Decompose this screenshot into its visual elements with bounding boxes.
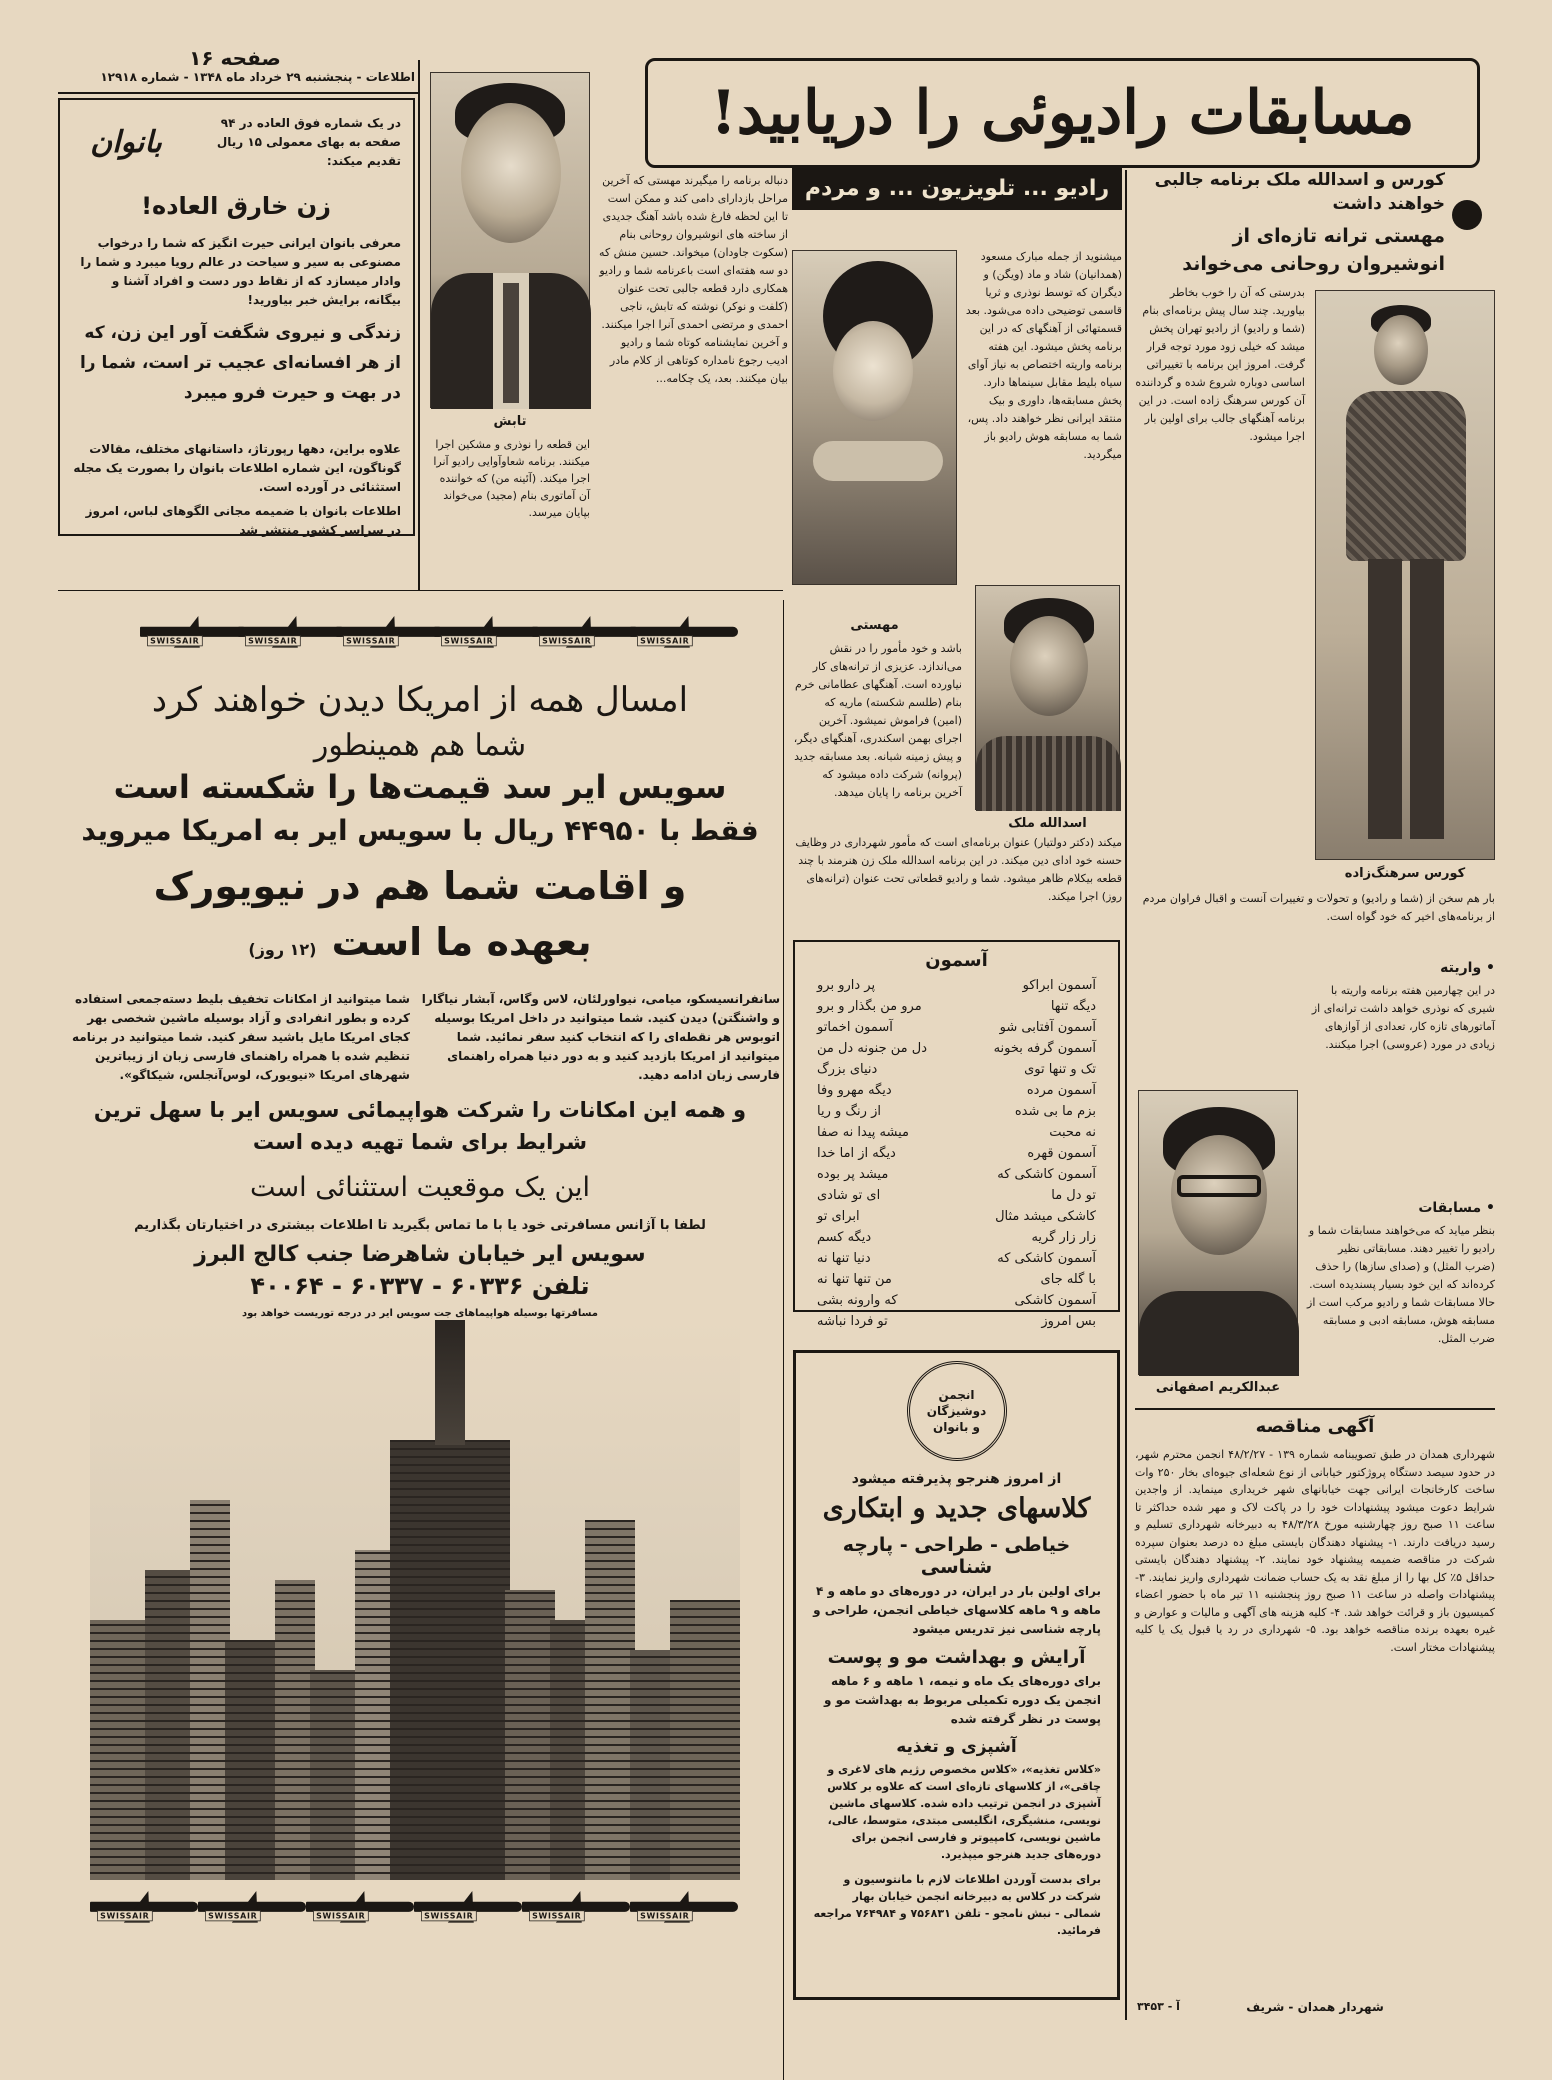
skyline-building (225, 1640, 280, 1880)
poem-hemistich: از رنگ و ریا (817, 1104, 881, 1119)
radio-tv-col2: باشد و خود مأمور را در نقش می‌اندازد. عزیزی از ترانه‌های کار نیاورده است. آهنگهای عطامانی خرم بنام (طلسم شکسته) ماریه که (امین) فراموش نمیشود. آخرین اجرای بهمن اسکندری، آهنگهای دیگر، و پیش زمینه شبانه. بعد مسابقه جدید (پروانه) شرکت داده میشود که آخرین برنامه را پایان میدهد. (793, 642, 962, 799)
anjoman-l2: کلاسهای جدید و ابتکاری (822, 1493, 1091, 1524)
poem-hemistich: با گله جای (1040, 1272, 1096, 1287)
swissair-logo: SWISSAIR (529, 1910, 584, 1921)
skyline-building (505, 1590, 555, 1880)
poem-hemistich: میشد پر بوده (817, 1167, 889, 1182)
radio-column-text: دنباله برنامه را میگیرند مهستی که آخرین مراحل بازدارای دامی کند و ممکن است تا این لحظه فارغ شده باشد آهنگ جدیدی از ساخته های انوشیروان روحانی بنام (سکوت جاودان) میخواند. حسین منش که دو سه هفته‌ای است باعرنامه شما و رادیو همکاری دارد قطعه جالبی تحت عنوان (کلفت و نوکر) نوشته که تابش، ناجی احمدی و مرتضی احمدی آنرا اجرا میکنند. و آخرین نمایشنامه کوتاه شما و رادیو ادیب رجوع نامداره کوتاهی از کلام مادر بیان میکنند. بعد، یک چکامه... (599, 174, 788, 385)
horizontal-rule (58, 590, 783, 591)
face-shape (1010, 616, 1088, 716)
poem-title: آسمون (925, 950, 988, 971)
poem-hemistich: دیگه تنها (1050, 999, 1096, 1014)
poem-hemistich: آسمون قهره (1027, 1146, 1096, 1161)
poem-hemistich: من تنها تنها نه (817, 1272, 892, 1287)
anjoman-p3: «کلاس تغذیه»، «کلاس مخصوص رژیم های لاغری و چاقی»، از کلاسهای تازه‌ای است که علاوه بر کلاس آشپزی در انجمن ترتیب داده شده. کلاسهای ماشین نویسی، منشیگری، انگلیسی مبتدی، متوسط، عالی، ماشین نویسی، کامپیوتر و فارسی انجمن برای دوره‌های جدید هنرجو میپذیرد. (827, 1763, 1101, 1861)
swissair-logo: SWISSAIR (97, 1910, 152, 1921)
skyline-building (310, 1670, 360, 1880)
tie-shape (503, 283, 519, 403)
swissair-planes-bottom (90, 1885, 750, 1945)
mahasti-photo (792, 250, 957, 585)
swissair-plane-icon (198, 1891, 306, 1923)
swissair-plane-icon (90, 1891, 198, 1923)
face-shape (1374, 315, 1428, 385)
swissair-plane-icon (522, 1891, 630, 1923)
anjoman-h3: آشپزی و تغذیه (896, 1737, 1017, 1757)
poem-line (817, 1311, 1096, 1332)
face-shape (461, 103, 561, 243)
swissair-l7: و همه این امکانات را شرکت هواپیمائی سویس ایر با سهل ترین (93, 1098, 747, 1122)
swissair-logo: SWISSAIR (421, 1910, 476, 1921)
skyline-building (390, 1440, 510, 1880)
poem-hemistich: دنیای بزرگ (817, 1062, 878, 1077)
swissair-l11: سویس ایر خیابان شاهرضا جنب کالج البرز (194, 1242, 646, 1267)
trousers-shape (1368, 559, 1402, 839)
swissair-plane-icon (532, 616, 640, 648)
mahasti-caption: مهستی (850, 618, 899, 633)
poem-line (817, 1269, 1096, 1290)
swissair-plane-icon (336, 616, 444, 648)
horizontal-rule (1135, 1408, 1495, 1410)
main-title: مسابقات رادیوئی را دریابید! (710, 78, 1415, 148)
skyline-building (630, 1650, 675, 1880)
poem-hemistich: دیگه از اما خدا (817, 1146, 896, 1161)
suit-shape (1139, 1291, 1299, 1376)
left-text2: بار هم سخن از (شما و رادیو) و تحولات و تغییرات آنست و اقبال فراوان مردم از برنامه‌های اخیر که خود گواه است. (1142, 892, 1495, 923)
poem-hemistich: نه محبت (1049, 1125, 1096, 1140)
swissair-plane-icon (140, 616, 248, 648)
swissair-l8: شرایط برای شما تهیه دیده است (252, 1130, 588, 1154)
skyline-building (585, 1520, 635, 1880)
poem-hemistich: تو فردا نباشه (817, 1314, 888, 1329)
column-rule (783, 600, 784, 2080)
anjoman-h2: آرایش و بهداشت مو و پوست (827, 1647, 1086, 1668)
swissair-plane-icon (630, 616, 738, 648)
anjoman-seal-text: انجمن دوشیزگان و بانوان (926, 1388, 987, 1434)
asadollah-caption: اسدالله ملک (1008, 816, 1087, 831)
poem-hemistich: مرو من بگذار و برو (817, 999, 922, 1014)
swissair-l4: فقط با ۴۴۹۵۰ ریال با سویس ایر به امریکا میروید (81, 814, 759, 847)
banovan-more: علاوه براین، دهها رپورتاژ، داستانهای مختلف، مقالات گوناگون، این شماره اطلاعات بانوان را بصورت یک مجله استثنائی در آورده است. (73, 442, 401, 494)
radio-tv-band (792, 166, 1122, 210)
poem-hemistich: دنیا تنها نه (817, 1251, 871, 1266)
skyline-spire (435, 1320, 465, 1445)
poem-hemistich: پر دارو برو (817, 978, 876, 993)
agahi-title: آگهی مناقصه (1255, 1416, 1375, 1437)
banovan-note: در یک شماره فوق العاده در ۹۴ صفحه به بهای معمولی ۱۵ ریال تقدیم میکند: (216, 116, 401, 168)
jacket-shape (1346, 391, 1466, 561)
arm-shape (813, 441, 943, 481)
asadollah-photo (975, 585, 1120, 810)
bullet-dot (1452, 200, 1482, 230)
anjoman-box (793, 1350, 1120, 2000)
swissair-planes-top (140, 610, 740, 670)
anjoman-l3: برای بدست آوردن اطلاعات لازم با مانتوسیون و شرکت در کلاس به دبیرخانه انجمن خیابان بهار شمالی - نبش نامجو - تلفن ۷۵۶۸۳۱ و ۷۶۴۹۸۴ مراجعه فرمائید. (813, 1873, 1101, 1937)
swissair-plane-icon (434, 616, 542, 648)
radio-tv-col1: میشنوید از جمله مبارک مسعود (همدانیان) شاد و ماد (ویگن) و دیگران که توسط نوذری و ثریا قاسمی توضیحی داده می‌شود. بعد قسمتهائی از آهنگهای که در این برنامه پخش میشود. این هفته برنامه واریته اختصاص به نیاز آوای سیاه بلیط مقابل سینماها دارد. پخش مسابقه‌ها، داوری و بیک منتقد ایرانی نظر خواهند داد. پس، شما به مسابقه هوش رادیو باز میگردید. (965, 250, 1122, 461)
poem-hemistich: آسمون آفتابی شو (999, 1020, 1096, 1035)
poem-hemistich: آسمون کاشکی (1014, 1293, 1096, 1308)
swissair-l5: و اقامت شما هم در نیویورک (153, 864, 687, 908)
banovan-intro: معرفی بانوان ایرانی حیرت انگیز که شما را درخواب مصنوعی به سیر و سیاحت در عالم رویا میبرد و شما را وادار میسازد که از نقاط دور دست و افراد آشنا و بیگانه، برایش خبر بیاورید! (80, 236, 401, 307)
swissair-plane-icon (238, 616, 346, 648)
varieteh-text: در این چهارمین هفته برنامه واریته با شیری که نوذری خواهد داشت ترانه‌ای از آماتورهای تازه کار، تعدادی از آوازهای زیادی در مورد (عروسی) اجرا میکنند. (1311, 984, 1495, 1051)
column-rule (418, 60, 420, 590)
poem-line (817, 1143, 1096, 1164)
poem-hemistich: بس امروز (1041, 1314, 1096, 1329)
poem-line (817, 1038, 1096, 1059)
varieteh-head: • واریته (1440, 960, 1495, 976)
koros-photo (1315, 290, 1495, 860)
poem-lines (817, 975, 1096, 1332)
anjoman-l1: از امروز هنرجو پذیرفته میشود (851, 1471, 1062, 1487)
mosabeghe-head: • مسابقات (1418, 1200, 1495, 1216)
poem-hemistich: کاشکی میشد مثال (995, 1209, 1096, 1224)
left-text1: بدرستی که آن را خوب بخاطر بیاورید. چند سال پیش برنامه‌ای بنام (شما و رادیو) از رادیو تهران پخش میشد که خیلی زود مورد توجه قرار گرفت. امروز این برنامه با تغییراتی اساسی دوباره شروع شده و گرداننده آن کورس سرهنگ زاده است. در این برنامه آهنگهای جالب برای اولین بار اجرا میشود. (1135, 286, 1305, 443)
skyline-building (90, 1620, 150, 1880)
poem-hemistich: که وارونه بشی (817, 1293, 898, 1308)
swissair-l2: شما هم همینطور (313, 728, 527, 763)
swissair-p-right: سانفرانسیسکو، میامی، نیواورلئان، لاس وگاس، آبشار نیاگارا و واشنگتن) دیدن کنید. شما میتوانید در داخل امریکا بوسیله اتوبوس هر نقطه‌ای را که انتخاب کنید سفر نمائید. شما میتوانید از امریکا بازدید کنید و به دور دنیا همراه راهنمای فارسی زبان ادامه دهید. (421, 992, 780, 1082)
swissair-l1: امسال همه از امریکا دیدن خواهند کرد (151, 680, 689, 720)
swissair-logo: SWISSAIR (637, 1910, 692, 1921)
poem-hemistich: آسمون کاشکی که (997, 1167, 1096, 1182)
poem-line (817, 975, 1096, 996)
swissair-l6: بعهده ما است (331, 920, 592, 964)
anjoman-seal (907, 1361, 1007, 1461)
column-rule (1125, 170, 1127, 2020)
poem-line (817, 1290, 1096, 1311)
poem-hemistich: ای تو شادی (817, 1188, 881, 1203)
poem-hemistich: آسمون کاشکی که (997, 1251, 1096, 1266)
swissair-phone: تلفن ۶۰۳۳۶ - ۶۰۳۳۷ - ۴۰۰۶۴ (250, 1272, 590, 1300)
swissair-logo: SWISSAIR (343, 635, 398, 646)
radio-tv-band-text: رادیو ... تلویزیون ... و مردم (804, 175, 1110, 201)
header-rule (58, 92, 420, 94)
swissair-p-left: شما میتوانید از امکانات تخفیف بلیط دسته‌جمعی استفاده کرده و بطور انفرادی و آزاد بوسیله ماشین شخصی بهر کجای امریکا مایل باشید سفر کنید. شما میتوانید در برنامه تنظیم شده با همراه راهنمای فارسی زبان از زیباترین شهرهای امریکا «نیویورک، لوس‌آنجلس، شیکاگو». (72, 992, 410, 1082)
swissair-logo: SWISSAIR (205, 1910, 260, 1921)
anjoman-p1: برای اولین بار در ایران، در دوره‌های دو ماهه و ۴ ماهه و ۹ ماهه کلاسهای خیاطی انجمن، طراحی و پارچه شناسی نیز تدریس میشود (813, 1584, 1101, 1636)
banovan-box (58, 98, 415, 536)
face-shape (833, 321, 913, 421)
left-subhead: مهستی ترانه تازه‌ای از انوشیروان روحانی می‌خواند (1182, 225, 1445, 275)
agahi-text: شهرداری همدان در طبق تصویبنامه شماره ۱۳۹ - ۴۸/۲/۲۷ انجمن محترم شهر، در حدود سیصد دستگاه پروژکتور خیابانی از نوع شعله‌ای جیوه‌ای بخار ۲۵۰ وات ساخت کارخانجات ایرانی جهت خیابانهای شهر خریداری مینماید. از واجدین شرایط دعوت میشود پیشنهادات خود را در پاکت لاک و مهر شده حداکثر تا ساعت ۱۱ صبح روز چهارشنبه مورخ ۴۸/۳/۲۸ به دبیرخانه شهرداری تسلیم و رسید دریافت دارند. ۱- پیشنهاد دهندگان بایستی مبلغ ده درصد بعنوان سپرده شرکت در مناقصه ضمیمه پیشنهاد خود نمایند. ۲- پیشنهاد دهندگان بایستی حداقل ۵٪ کل بها را از مبلغ نقد به یک حساب ضمانت شهرداری واریز نمایند. ۳- پیشنهادات واصله در ساعت ۱۱ صبح روز پنجشنبه ۱۱ تیر ماه با حضور اعضاء کمیسیون باز و قرائت خواهد شد. ۴- کلیه هزینه های آگهی و مالیات و عوارض و غیره بعهده برنده مناقصه خواهد بود. ۵- شهرداری در رد یا قبول یک یا کلیه پیشنهادات مختار است. (1135, 1448, 1496, 1654)
swissair-logo: SWISSAIR (313, 1910, 368, 1921)
swissair-plane-icon (414, 1891, 522, 1923)
swissair-logo: SWISSAIR (539, 635, 594, 646)
tabesh-photo (430, 72, 590, 408)
trousers-shape (1410, 559, 1444, 839)
poem-hemistich: بزم ما بی شده (1014, 1104, 1096, 1119)
poem-hemistich: دیگه کسم (817, 1230, 872, 1245)
anjoman-h1: خیاطی - طراحی - پارچه شناسی (842, 1534, 1071, 1578)
glasses-shape (1177, 1175, 1261, 1197)
poem-line (817, 1164, 1096, 1185)
swissair-plane-icon (630, 1891, 738, 1923)
poem-hemistich: دیگه مهرو وفا (817, 1083, 892, 1098)
poem-line (817, 1185, 1096, 1206)
poem-hemistich: آسمون ابراکو (1022, 978, 1096, 993)
skyline-building (670, 1600, 740, 1880)
swissair-small: مسافرتها بوسیله هواپیماهای جت سویس ایر در درجه توریست خواهد بود (242, 1308, 598, 1319)
poem-line (817, 1017, 1096, 1038)
poem-hemistich: تو دل ما (1051, 1188, 1096, 1203)
left-headline: کورس و اسدالله ملک برنامه جالبی خواهند داشت (1154, 170, 1445, 214)
poem-hemistich: آسمون گرفه بخونه (993, 1041, 1096, 1056)
poem-line (817, 1059, 1096, 1080)
nyc-skyline-photo (90, 1320, 740, 1880)
poem-hemistich: آسمون اخماتو (817, 1020, 893, 1035)
agahi-code: آ - ۳۴۵۳ (1137, 2000, 1180, 2013)
main-title-box (645, 58, 1480, 168)
poem-hemistich: زار زار گریه (1031, 1230, 1096, 1245)
swissair-logo: SWISSAIR (441, 635, 496, 646)
agahi-sign: شهردار همدان - شریف (1246, 2000, 1384, 2014)
tabesh-caption: تابش (493, 414, 527, 429)
swissair-l6-row (60, 920, 780, 964)
skyline-building (190, 1500, 230, 1880)
abdolkarim-caption: عبدالکریم اصفهانی (1155, 1380, 1281, 1395)
poem-hemistich: تک و تنها توی (1024, 1062, 1096, 1077)
swissair-l10: لطفا با آژانس مسافرتی خود یا با ما تماس بگیرید تا اطلاعات بیشتری در اختیارتان بگذاریم (134, 1218, 706, 1233)
mosabeghe-text: بنظر میاید که می‌خواهند مسابقات شما و رادیو را تغییر دهند. مسابقاتی نظیر (ضرب المثل) و (صدای سازها) را حذف کرده‌اند که این خود بسیار پسندیده است. حالا مسابقات شما و رادیو مرکب است از مسابقه هوش، مسابقه ادبی و مسابقه ضرب المثل. (1307, 1224, 1495, 1345)
page-number: صفحه ۱۶ (189, 46, 281, 70)
poem-line (817, 1101, 1096, 1122)
poem-line (817, 1080, 1096, 1101)
poem-hemistich: میشه پیدا نه صفا (817, 1125, 909, 1140)
poem-line (817, 1122, 1096, 1143)
poem-line (817, 1206, 1096, 1227)
swissair-logo: SWISSAIR (637, 635, 692, 646)
swissair-plane-icon (306, 1891, 414, 1923)
swissair-l6-note: (۱۲ روز) (248, 940, 317, 959)
poem-line (817, 996, 1096, 1017)
swissair-logo: SWISSAIR (147, 635, 202, 646)
poem-line (817, 1227, 1096, 1248)
poem-line (817, 1248, 1096, 1269)
anjoman-p2: برای دوره‌های یک ماه و نیمه، ۱ ماهه و ۶ ماهه انجمن یک دوره تکمیلی مربوط به بهداشت مو و پوست در نظر گرفته شده (824, 1674, 1101, 1726)
swissair-logo: SWISSAIR (245, 635, 300, 646)
poem-hemistich: ابرای تو (817, 1209, 860, 1224)
skyline-building (550, 1620, 590, 1880)
swissair-l9: این یک موقعیت استثنائی است (249, 1172, 591, 1203)
tabesh-text: این قطعه را نوذری و مشکین اجرا میکنند. برنامه شعاوآوایی رادیو آنرا اجرا میکند. (آئینه من) که خواننده آن آماتوری بنام (مجید) می‌خواند بپایان میرسد. (433, 438, 590, 519)
swissair-l3: سویس ایر سد قیمت‌ها را شکسته است (113, 768, 727, 806)
issue-line: اطلاعات - پنجشنبه ۲۹ خرداد ماه ۱۳۴۸ - شماره ۱۲۹۱۸ (100, 70, 415, 84)
poem-hemistich: آسمون مرده (1026, 1083, 1096, 1098)
abdolkarim-photo (1138, 1090, 1298, 1375)
skyline-building (275, 1580, 315, 1880)
skyline-building (145, 1570, 195, 1880)
banovan-logo: بانوان (90, 125, 162, 160)
radio-tv-col3: میکند (دکتر دولتیار) عنوان برنامه‌ای است که مأمور شهرداری در وظایف حسنه خود ادای دین میکند. در این برنامه اسدالله ملک زن هنرمند با چند قطعه بیکلام ظاهر میشود. شما و رادیو قطعاتی تحت عنوان (ترانه‌های روز) اجرا میکند. (795, 836, 1122, 903)
poem-box (793, 940, 1120, 1329)
poem-hemistich: دل من جنونه دل من (817, 1041, 927, 1056)
banovan-footer: اطلاعات بانوان با ضمیمه مجانی الگوهای لباس، امروز در سراسر کشور منتشر شد (85, 504, 401, 537)
banovan-bold: زندگی و نیروی شگفت آور این زن، که از هر افسانه‌ای عجیب تر است، شما را در بهت و حیرت فرو میبرد (79, 323, 401, 403)
koros-caption: کورس سرهنگ‌زاده (1344, 866, 1466, 881)
banovan-headline: زن خارق العاده! (141, 192, 331, 220)
suit-shape (976, 736, 1121, 811)
